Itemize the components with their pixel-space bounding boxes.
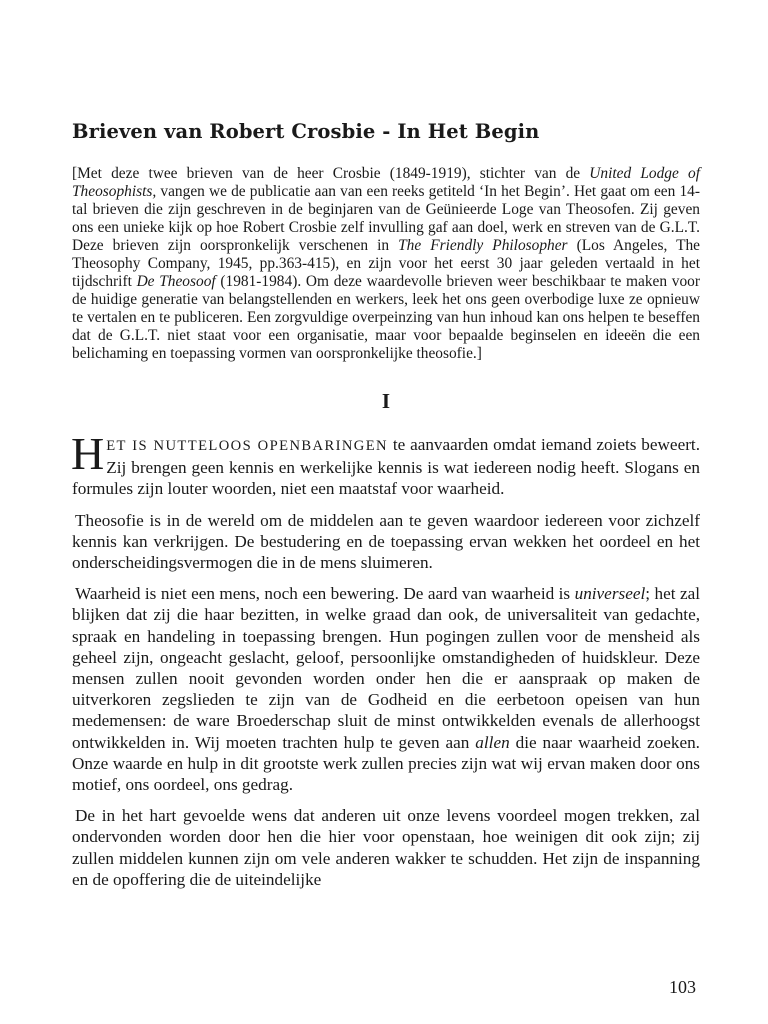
body-paragraph-1: [71, 428, 700, 500]
emphasis-universeel: universeel: [574, 584, 646, 604]
intro-ulit-title: United Lodge of Theosophists,: [72, 165, 700, 200]
emphasis-allen: allen: [475, 732, 510, 752]
intro-friendly-philosopher: The Friendly Philosopher: [398, 237, 568, 254]
page-content: [72, 120, 700, 900]
intro-text-2: vangen we de publicatie aan van een reeks getiteld ‘In het Begin’. Het gaat om een 14-tal brieven die zijn geschreven in de beginjaren van de Geünieerde Loge van Theosofen. Zij geven ons een unieke kijk op hoe Robert Crosbie zelf invulling gaf aan doel, werk en streven van de G.L.T. Deze brieven zijn oorspronkelijk verschenen in: [72, 183, 700, 254]
body-paragraph-3-a: Waarheid is niet een mens, noch een bewering. De aard van waarheid is: [75, 584, 575, 604]
section-number: I: [381, 389, 391, 413]
body-paragraph-3-c: die naar waarheid zoeken. Onze waarde en hulp in dit grootste werk zullen precies zijn wat wij ervan maken door ons motief, ons oordeel, ons gedrag.: [72, 732, 700, 795]
article-title: Brieven van Robert Crosbie - In Het Begin: [72, 120, 540, 143]
page-number: 103: [669, 977, 696, 997]
body-paragraph-3: [72, 583, 700, 795]
intro-de-theosoof: De Theosoof: [136, 273, 216, 290]
small-caps-opening: ET IS NUTTELOOS OPENBARINGEN: [106, 438, 388, 454]
body-paragraph-2: Theosofie is in de wereld om de middelen aan te geven waardoor iedereen voor zichzelf kennis kan verkrijgen. De bestudering en de toepassing ervan wekken het oordeel en het onderscheidingsvermogen die in de mens sluimeren.: [72, 510, 700, 573]
intro-text-3: (Los Angeles, The Theosophy Company, 1945, pp.363-415), en zijn voor het eerst 30 jaar geleden vertaald in het tijdschrift: [72, 237, 700, 290]
body-paragraph-3-b: ; het zal blijken dat zij die haar bezitten, in welke graad dan ook, de universaliteit van gedachte, spraak en handeling in toepassing brengen. Hun pogingen zullen voor de mensheid als geheel zijn, ongeacht geslacht, geloof, persoonlijke omstandigheden of huidskleur. Deze mensen zullen nooit gevonden worden onder hen die er aanspraak op maken de uitverkoren zegslieden te zijn van de Godheid en die eerbetoon opeisen van hun medemensen: de ware Broederschap sluit de minst ontwikkelden evenals de allerhoogst ontwikkelden in. Wij moeten trachten hulp te geven aan: [72, 584, 700, 752]
body-paragraph-1-rest: te aanvaarden omdat iemand zoiets beweert. Zij brengen geen kennis en werkelijke kennis is wat iedereen nodig heeft. Slogans en formules zijn louter woorden, niet een maatstaf voor waarheid.: [72, 435, 700, 499]
intro-text-1: [Met deze twee brieven van de heer Crosbie (1849-1919), stichter van de: [72, 165, 590, 182]
intro-text-4: (1981-1984). Om deze waardevolle brieven weer beschikbaar te maken voor de huidige generatie van belangstellenden en werkers, leek het ons geen overbodige luxe ze opnieuw te vertalen en te publiceren. Een zorgvuldige overpeinzing van hun inhoud kan ons helpen te beseffen dat de G.L.T. niet staat voor een organisatie, maar voor bepaalde beginselen en ideeën die een belichaming en toepassing vormen van oorspronkelijke theosofie.]: [72, 273, 700, 362]
letter-body: [71, 428, 700, 890]
intro-paragraph: [72, 165, 700, 363]
body-paragraph-4: De in het hart gevoelde wens dat anderen uit onze levens voordeel mogen trekken, zal ondervonden worden door hen die hier voor openstaan, hoe weinigen dit ook zijn; zij zullen middelen kunnen zijn om vele anderen wakker te schudden. Het zijn de inspanning en de opoffering die de uiteindelijke: [72, 806, 700, 889]
drop-cap: H: [71, 428, 105, 479]
